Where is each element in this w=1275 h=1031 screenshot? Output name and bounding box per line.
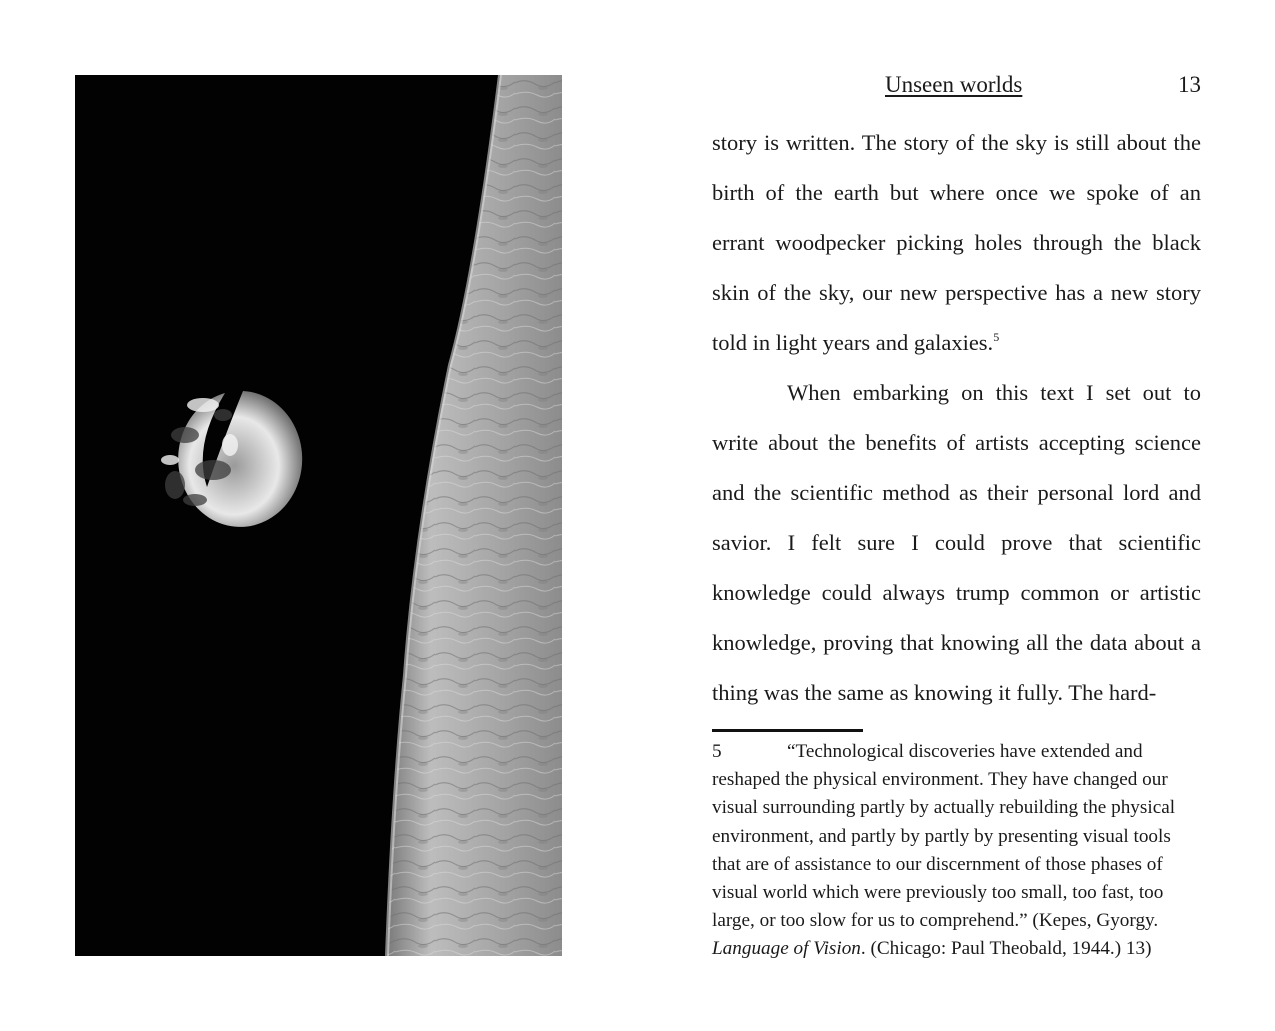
body-text xyxy=(712,118,1201,718)
footnote-citation: . (Chicago: Paul Theobald, 1944.) 13) xyxy=(860,938,1152,960)
footnote xyxy=(712,738,1201,964)
footnote-reference: 5 xyxy=(993,330,1000,344)
earthrise-photo xyxy=(75,75,562,956)
page-number: 13 xyxy=(1178,72,1201,97)
running-title: Unseen worlds xyxy=(885,72,1023,97)
running-header xyxy=(712,72,1201,102)
paragraph-1 xyxy=(712,118,1201,368)
paragraph-2: When embarking on this text I set out to write about the benefits of artists accepting science and the scientific method as their personal lord and savior. I felt sure I could prove that scientific knowledge could always trump common or artistic knowledge, proving that knowing all the data about a thing was the same as knowing it fully. The hard- xyxy=(712,380,1201,705)
earthrise-photo-graphic xyxy=(75,75,562,956)
footnote-book-title: Language of Vision xyxy=(712,938,861,960)
paragraph-1-text: story is written. The story of the sky is still about the birth of the earth but where once we spoke of an errant woodpecker picking holes through the black skin of the sky, our new perspective has a new story told in light years and galaxies. xyxy=(712,130,1201,355)
footnote-number: 5 xyxy=(712,741,722,762)
footnote-text: “Technological discoveries have extended and reshaped the physical environment. They have changed our visual surrounding partly by actually rebuilding the physical environment, and partly by partly by presenting visual tools that are of assistance to our discernment of those phases of visual world which were previously too small, too fast, too large, or too slow for us to comprehend.” (Kepes, Gyorgy. xyxy=(712,741,1176,932)
footnote-divider xyxy=(712,729,863,732)
